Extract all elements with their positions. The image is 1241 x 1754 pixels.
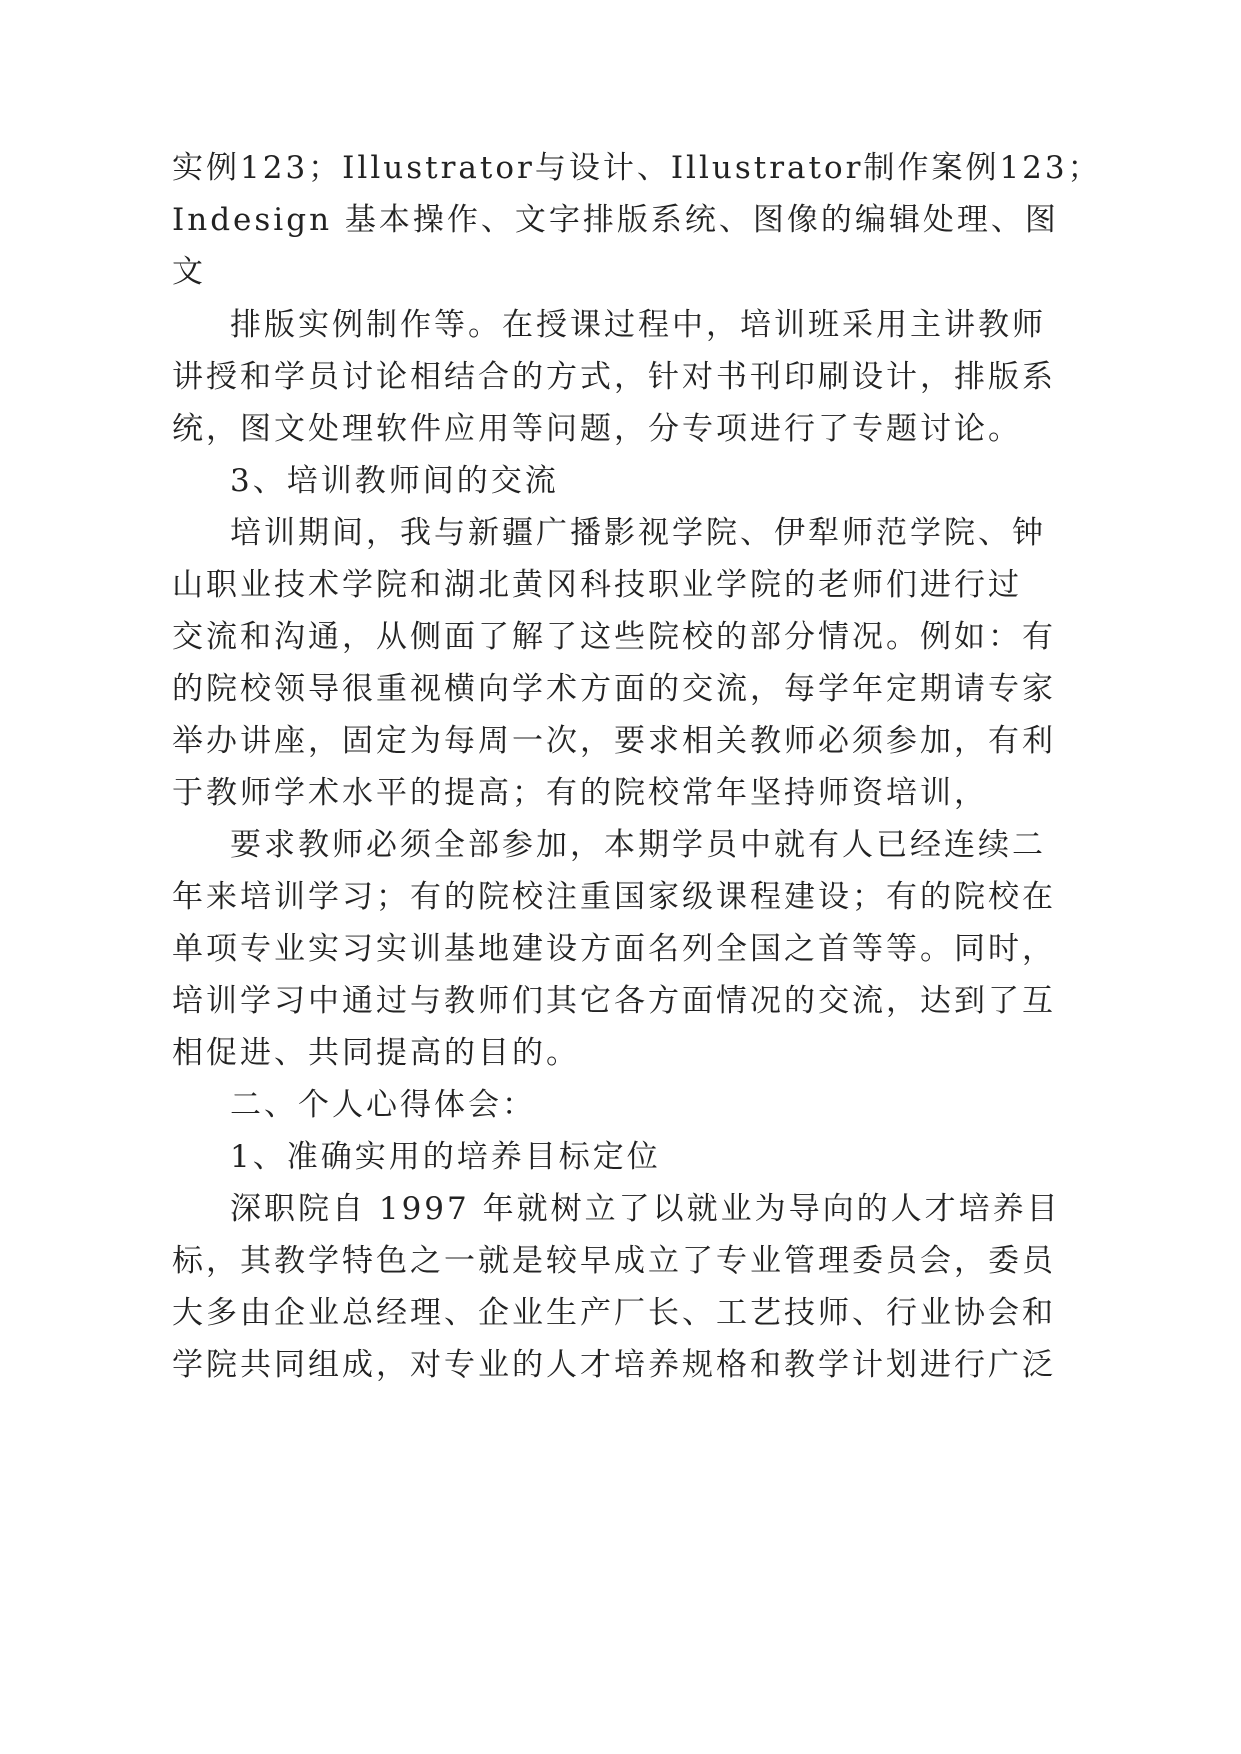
text-line: Indesign 基本操作、文字排版系统、图像的编辑处理、图 [172,202,1059,238]
text-line: 排版实例制作等。在授课过程中，培训班采用主讲教师 [230,307,1046,343]
text-line: 的院校领导很重视横向学术方面的交流，每学年定期请专家 [172,671,1056,707]
text-line: 于教师学术水平的提高；有的院校常年坚持师资培训， [172,775,988,811]
section-heading: 1、准确实用的培养目标定位 [230,1139,661,1175]
text-line: 培训期间，我与新疆广播影视学院、伊犁师范学院、钟 [230,515,1046,551]
text-line: 大多由企业总经理、企业生产厂长、工艺技师、行业协会和 [172,1295,1056,1331]
text-line: 文 [172,254,206,290]
text-line: 深职院自 1997 年就树立了以就业为导向的人才培养目 [230,1191,1061,1227]
text-line: 培训学习中通过与教师们其它各方面情况的交流，达到了互 [172,983,1056,1019]
text-line: 统，图文处理软件应用等问题，分专项进行了专题讨论。 [172,411,1022,447]
text-line: 实例123；Illustrator与设计、Illustrator制作案例123； [172,150,1102,186]
text-line: 学院共同组成，对专业的人才培养规格和教学计划进行广泛 [172,1347,1056,1383]
text-line: 要求教师必须全部参加，本期学员中就有人已经连续二 [230,827,1046,863]
text-line: 标，其教学特色之一就是较早成立了专业管理委员会，委员 [172,1243,1056,1279]
text-line: 山职业技术学院和湖北黄冈科技职业学院的老师们进行过 [172,567,1022,603]
text-line: 年来培训学习；有的院校注重国家级课程建设；有的院校在 [172,879,1056,915]
text-line: 讲授和学员讨论相结合的方式，针对书刊印刷设计，排版系 [172,359,1056,395]
section-heading: 二、个人心得体会： [230,1087,536,1123]
text-line: 交流和沟通，从侧面了解了这些院校的部分情况。例如：有 [172,619,1056,655]
text-line: 相促进、共同提高的目的。 [172,1035,580,1071]
text-line: 举办讲座，固定为每周一次，要求相关教师必须参加，有利 [172,723,1056,759]
section-heading: 3、培训教师间的交流 [230,463,559,499]
text-line: 单项专业实习实训基地建设方面名列全国之首等等。同时， [172,931,1056,967]
